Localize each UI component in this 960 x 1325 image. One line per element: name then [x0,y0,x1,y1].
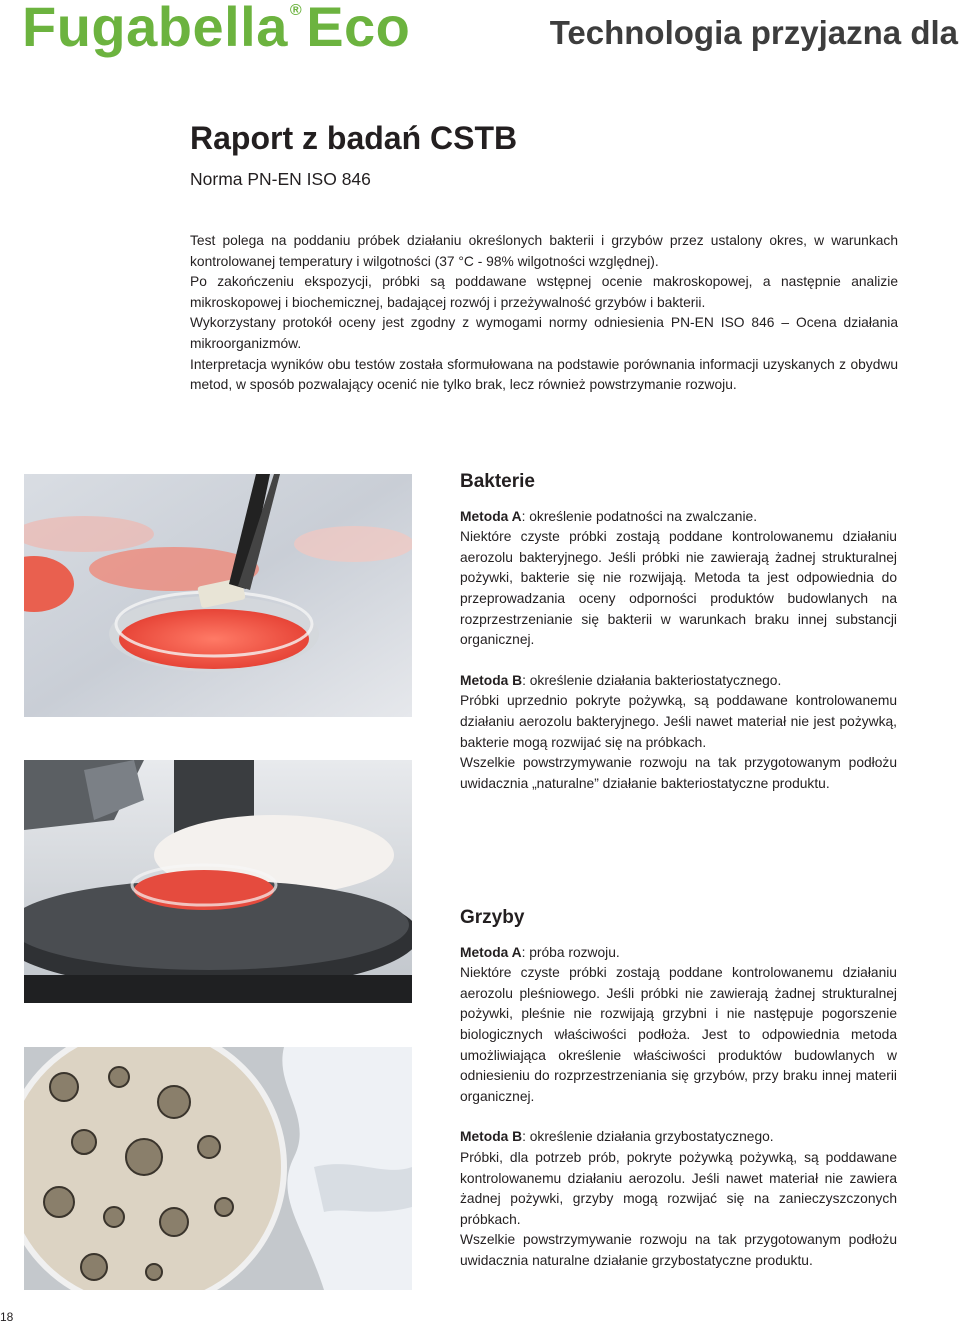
bacteria-method-b-text2: Wszelkie powstrzymywanie rozwoju na tak przygotowanym podłożu uwidacznia „naturalne” działanie bakteriostatyczne produktu. [460,755,897,791]
report-title: Raport z badań CSTB [190,120,518,156]
petri-dish-tweezers-photo [24,474,412,717]
fungi-method-b-text: Próbki, dla potrzeb prób, pokryte pożywką pożywką, są poddawane kontrolowanemu działaniu aerozolu. Jeśli nawet materiał nie zawiera żadnej pożywki, grzyby mogą rozwijać się na zanieczyszczonych próbkach. [460,1149,897,1227]
bacteria-section [460,472,897,794]
intro-paragraph-2: Po zakończeniu ekspozycji, próbki są poddawane wstępnej ocenie makroskopowej, a następnie analizie mikroskopowej i biochemicznej, badającej rozwój i przeżywalność grzybów i bakterii. [190,274,898,310]
bacteria-method-b-desc: : określenie działania bakteriostatycznego. [522,672,782,688]
fungi-method-b-title [460,1127,897,1148]
bacteria-method-a-desc: : określenie podatności na zwalczanie. [521,508,758,524]
bacteria-method-a-title [460,507,897,528]
brand-logo [22,0,410,59]
bacteria-heading: Bakterie [460,471,535,492]
bacteria-method-a-label: Metoda A [460,508,522,524]
fungi-method-a-text: Niektóre czyste próbki zostają poddane kontrolowanemu działaniu aerozolu pleśniowego. Jeśli próbki nie zawierają żadnej strukturalnej pożywki, pleśnie nie rozwijają grzybni i nie następuje pogorszenie biologicznych właściwości podłoża. Jest to odpowiednia metoda umożliwiająca określenie właściwości produktów budowlanych w odniesieniu do rozprzestrzeniania się grzybów, przy braku innej materii organicznej. [460,965,897,1104]
intro-paragraph-1: Test polega na poddaniu próbek działaniu określonych bakterii i grzybów przez ustalony okres, w warunkach kontrolowanej temperatury i wilgotności (37 °C - 98% wilgotności względnej). [190,233,898,269]
fungi-method-a-label: Metoda A [460,944,522,960]
intro-paragraph-3: Wykorzystany protokół oceny jest zgodny z wymogami normy odniesienia PN-EN ISO 846 – Ocena działania mikroorganizmów. [190,315,898,351]
fungi-method-b-desc: : określenie działania grzybostatycznego. [522,1129,774,1145]
registered-mark: ® [289,2,303,19]
bacteria-method-b-text: Próbki uprzednio pokryte pożywką, są poddawane kontrolowanemu działaniu aerozolu bakteryjnego. Jeśli nawet materiał nie jest pożywką, bakterie mogą rozwijać się na próbkach. [460,693,897,750]
report-norm: Norma PN-EN ISO 846 [190,169,371,189]
intro-text [190,231,898,396]
bacteria-method-b-title [460,671,897,692]
fungal-colonies-photo [24,1047,412,1290]
bacteria-method-a-text: Niektóre czyste próbki zostają poddane kontrolowanemu działaniu aerozolu bakteryjnego. Jeśli próbki nie zawierają żadnej strukturalnej pożywki, bakterie się nie rozwijają. Metoda ta jest odpowiednia do przeprowadzania oceny odporności produktów budowlanych na rozprzestrzenianie się bakterii w warunkach braku innej substancji organicznej. [460,529,897,648]
fungi-method-a-title [460,943,897,964]
fungi-method-a-desc: : próba rozwoju. [521,944,620,960]
fungi-method-b-text2: Wszelkie powstrzymywanie rozwoju na tak przygotowanym podłożu uwidacznia naturalne działanie grzybostatyczne produktu. [460,1232,897,1268]
brand-suffix: Eco [306,0,411,58]
intro-paragraph-4: Interpretacja wyników obu testów została sformułowana na podstawie porównania informacji uzyskanych z obydwu metod, w sposób pozwalający ocenić nie tylko brak, lecz również powstrzymanie rozwoju. [190,356,898,393]
page-number: 18 [0,1310,14,1324]
brand-name: Fugabella [22,0,288,58]
fungi-method-b-label: Metoda B [460,1129,523,1145]
microscope-petri-photo [24,760,412,1003]
bacteria-method-b-label: Metoda B [460,672,523,688]
header-tagline: Technologia przyjazna dla [549,14,958,51]
fungi-heading: Grzyby [460,907,525,928]
fungi-section [460,908,897,1272]
